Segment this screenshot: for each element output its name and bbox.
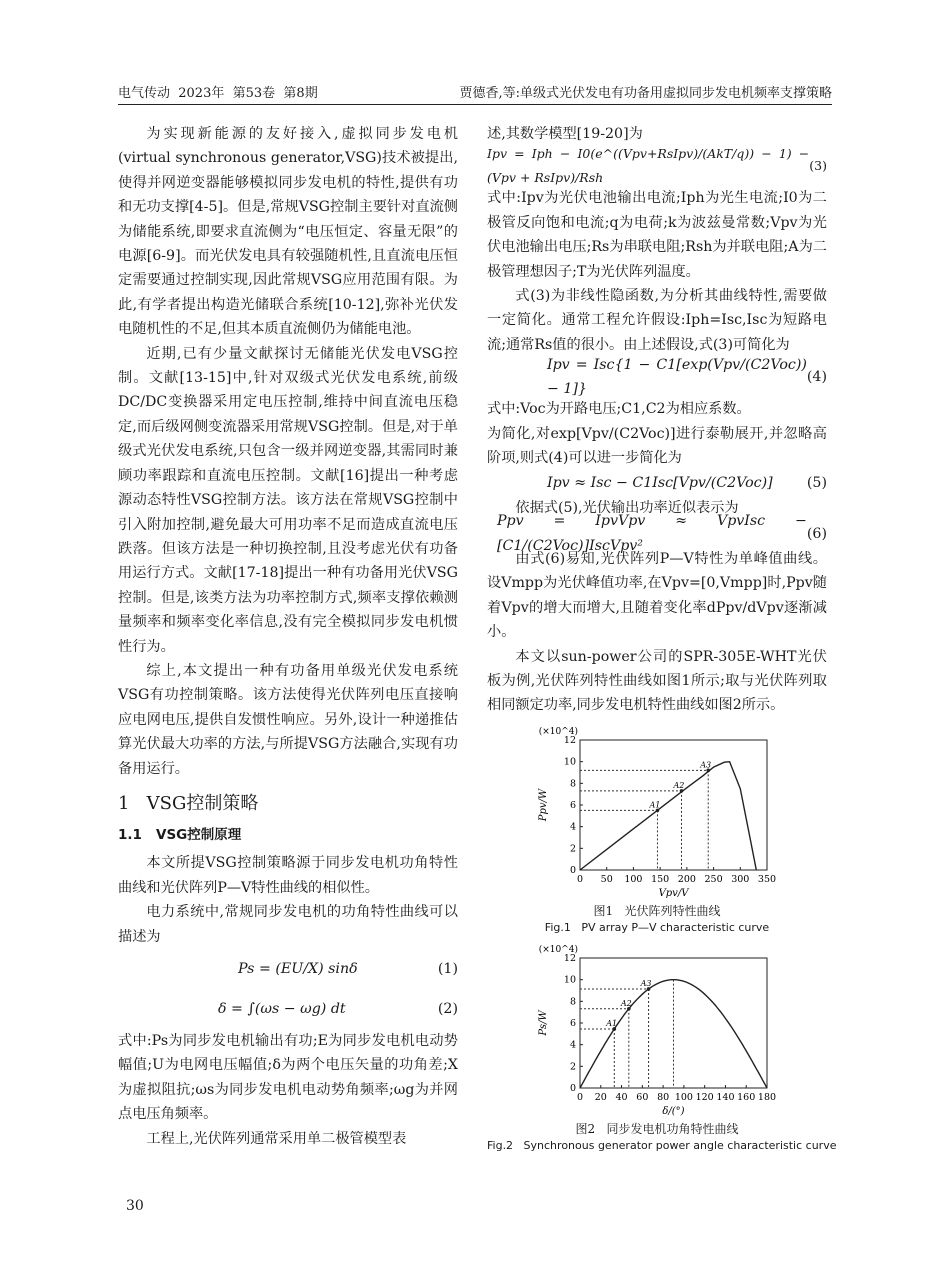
point-label: A1 [649, 800, 661, 810]
x-tick-label: 160 [737, 1091, 756, 1103]
y-axis-label: Ps/W [538, 1010, 549, 1036]
figure-2-caption: 图2 同步发电机功角特性曲线 [575, 1121, 739, 1136]
x-tick-label: 140 [716, 1091, 735, 1103]
equation-2-number: (2) [437, 1000, 458, 1017]
y-tick-label: 12 [563, 734, 576, 746]
y-tick-label: 2 [569, 843, 576, 855]
plot-frame [580, 740, 767, 870]
header-title: 贾德香,等:单级式光伏发电有功备用虚拟同步发电机频率支撑策略 [459, 86, 832, 101]
y-scale-label: (×10^4) [538, 726, 578, 737]
paragraph: 式中:Ps为同步发电机输出有功;E为同步发电机电动势幅值;U为电网电压幅值;δ为两个电压矢量的功角差;X为虚拟阻抗;ωs为同步发电机电动势角频率;ωg为并网点电压角频率。 [118, 1033, 458, 1123]
y-tick-label: 6 [569, 799, 576, 811]
x-axis-label: δ/(°) [662, 1105, 685, 1117]
header-journal: 电气传动 2023年 第53卷 第8期 [118, 86, 318, 101]
x-tick-label: 60 [636, 1091, 649, 1103]
paragraph: 综上,本文提出一种有功备用单级光伏发电系统VSG有功控制策略。该方法使得光伏阵列电压直接响应电网电压,提供自发惯性响应。另外,设计一种递推估算光伏最大功率的方法,与所提VSG方法融合,实现有功备用运行。 [118, 662, 458, 777]
equation-1-number: (1) [437, 960, 458, 977]
paragraph: 由式(6)易知,光伏阵列P—V特性为单峰值曲线。设Vmpp为光伏峰值功率,在Vpv=[0,Vmpp]时,Ppv随着Vpv的增大而增大,且随着变化率dPpv/dVpv逐渐减小。 [487, 550, 827, 641]
paragraph: 式中:Voc为开路电压;C1,C2为相应系数。 [487, 401, 751, 418]
x-tick-label: 40 [615, 1091, 628, 1103]
paragraph: 式(3)为非线性隐函数,为分析其曲线特性,需要做一定简化。通常工程允许假设:Iph=Isc,Isc为短路电流;通常Rs值的很小。由上述假设,式(3)可简化为 [487, 288, 827, 353]
equation-1-body: Ps = (EU/X) sinδ [238, 960, 358, 977]
page-number: 30 [126, 1198, 144, 1214]
x-tick-label: 200 [677, 873, 696, 885]
y-tick-label: 12 [563, 952, 576, 964]
paragraph: 依据式(5),光伏输出功率近似表示为 [515, 500, 739, 517]
point-label: A2 [673, 780, 685, 790]
figure-2-caption-en: Fig.2 Synchronous generator power angle characteristic curve [487, 1138, 837, 1152]
paragraph: 电力系统中,常规同步发电机的功角特性曲线可以描述为 [118, 904, 458, 945]
y-axis-label: Ppv/W [538, 788, 549, 821]
x-axis-label: Vpv/V [658, 887, 689, 899]
equation-5-body: Ipv ≈ Isc − C1Isc[Vpv/(C2Voc)] [547, 475, 773, 492]
x-tick-label: 150 [651, 873, 670, 885]
equation-6-body: Ppv = IpvVpv ≈ VpvIsc − [C1/(C2Voc)]IscVpv² [497, 513, 807, 554]
running-header [118, 82, 832, 102]
equation-2 [118, 989, 458, 1029]
point-label: A3 [700, 760, 712, 770]
y-tick-label: 8 [569, 996, 576, 1008]
paragraph: 本文以sun-power公司的SPR-305E-WHT光伏板为例,光伏阵列特性曲线如图1所示;取与光伏阵列取相同额定功率,同步发电机特性曲线如图2所示。 [487, 648, 827, 714]
figure-2-chart [532, 940, 782, 1120]
series-line [580, 761, 756, 869]
x-tick-label: 0 [576, 873, 584, 885]
equation-4-number: (4) [806, 369, 827, 386]
x-tick-label: 180 [757, 1091, 777, 1103]
equation-5-number: (5) [806, 475, 827, 492]
equation-4 [487, 357, 827, 397]
y-tick-label: 8 [569, 778, 576, 790]
figure-1-caption-en: Fig.1 PV array P—V characteristic curve [544, 920, 770, 934]
section-heading: 1 VSG控制策略 [118, 792, 259, 814]
point-label: A2 [620, 998, 632, 1008]
figure-1-chart [532, 722, 782, 902]
equation-6 [487, 513, 827, 554]
x-tick-label: 50 [600, 873, 613, 885]
x-tick-label: 250 [704, 873, 723, 885]
paragraph: 述,其数学模型[19-20]为 [487, 126, 643, 142]
point-label: A1 [606, 1018, 618, 1028]
y-tick-label: 0 [569, 1082, 576, 1094]
y-tick-label: 2 [569, 1061, 576, 1073]
equation-3-number: (3) [809, 158, 827, 174]
paragraph: 为简化,对exp[Vpv/(C2Voc)]进行泰勒展开,并忽略高阶项,则式(4)可以进一步简化为 [487, 425, 827, 467]
figure-1-caption: 图1 光伏阵列特性曲线 [593, 903, 721, 918]
paragraph: 工程上,光伏阵列通常采用单二极管模型表 [146, 1130, 407, 1147]
x-tick-label: 100 [674, 1091, 693, 1103]
x-tick-label: 20 [594, 1091, 607, 1103]
equation-3-body: Ipv = Iph − I0(e^((Vpv+RsIpv)/(AkT/q)) − 1) − (Vpv + RsIpv)/Rsh [487, 146, 810, 186]
equation-4-body: Ipv = Isc{1 − C1[exp(Vpv/(C2Voc)) − 1]} [547, 356, 807, 398]
x-tick-label: 350 [757, 873, 777, 885]
point-label: A3 [640, 978, 652, 988]
y-tick-label: 4 [569, 821, 576, 833]
x-tick-label: 0 [576, 1091, 584, 1103]
subsection-heading: 1.1 VSG控制原理 [118, 826, 242, 843]
equation-1 [118, 949, 458, 989]
y-tick-label: 4 [569, 1039, 576, 1051]
equation-6-number: (6) [806, 525, 827, 542]
y-tick-label: 6 [569, 1017, 576, 1029]
y-tick-label: 0 [569, 864, 576, 876]
equation-2-body: δ = ∫(ωs − ωg) dt [218, 1000, 346, 1017]
paragraph: 近期,已有少量文献探讨无储能光伏发电VSG控制。文献[13-15]中,针对双级式光伏发电系统,前级DC/DC变换器采用定电压控制,维持中间直流电压稳定,而后级网侧变流器采用常规VSG控制。但是,对于单级式光伏发电系统,只包含一级并网逆变器,其需同时兼顾功率跟踪和直流电压控制。文献[16]提出一种考虑源动态特性VSG控制方法。该方法在常规VSG控制中引入附加控制,避免最大可用功率不足而造成直流电压跌落。但该方法是一种切换控制,且没考虑光伏有功备用运行方式。文献[17-18]提出一种有功备用光伏VSG控制。但是,该类方法为功率控制方式,频率支撑依赖测量频率和频率变化率信息,没有完全模拟同步发电机惯性行为。 [118, 345, 458, 655]
y-scale-label: (×10^4) [538, 944, 578, 955]
equation-3 [487, 146, 827, 186]
left-column [118, 122, 458, 1151]
equation-5 [487, 470, 827, 496]
header-rule [118, 104, 832, 105]
x-tick-label: 80 [657, 1091, 670, 1103]
x-tick-label: 100 [624, 873, 643, 885]
right-column [487, 122, 837, 1154]
paragraph: 为实现新能源的友好接入,虚拟同步发电机(virtual synchronous generator,VSG)技术被提出,使得并网逆变器能够模拟同步发电机的特性,提供有功和无功支撑[4-5]。但是,常规VSG控制主要针对直流侧为储能系统,即要求直流侧为“电压恒定、容量无限”的电源[6-9]。而光伏发电具有较强随机性,且直流电压恒定需要通过控制实现,因此常规VSG应用范围有限。为此,有学者提出构造光储联合系统[10-12],弥补光伏发电随机性的不足,但其本质直流侧仍为储能电池。 [118, 126, 458, 338]
x-tick-label: 120 [695, 1091, 714, 1103]
x-tick-label: 300 [731, 873, 750, 885]
paragraph: 式中:Ipv为光伏电池输出电流;Iph为光生电流;I0为二极管反向饱和电流;q为电荷;k为波兹曼常数;Vpv为光伏电池输出电压;Rs为串联电阻;Rsh为并联电阻;A为二极管理想因子;T为光伏阵列温度。 [487, 190, 827, 280]
y-tick-label: 10 [563, 756, 576, 768]
y-tick-label: 10 [563, 974, 576, 986]
paragraph: 本文所提VSG控制策略源于同步发电机功角特性曲线和光伏阵列P—V特性曲线的相似性。 [118, 855, 458, 896]
